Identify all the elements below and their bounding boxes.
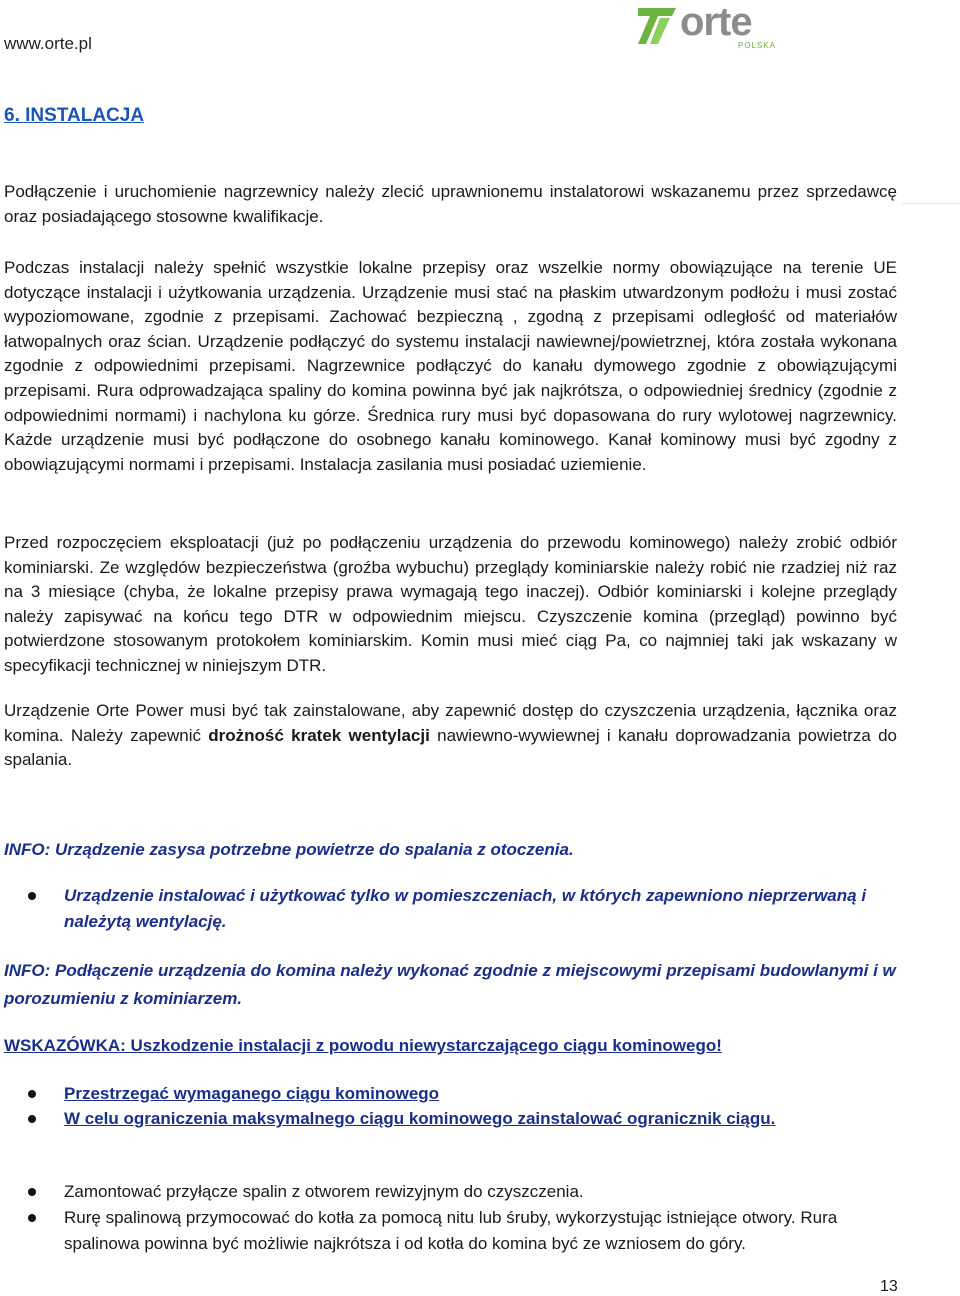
bullet-dot [28,1115,36,1123]
paragraph-1: Podłączenie i uruchomienie nagrzewnicy należy zlecić uprawnionemu instalatorowi wskazanemu przez sprzedawcę oraz posiadającego stosowne kwalifikacje. [4,182,897,226]
paragraph-4 [4,699,897,773]
bullet-dot [28,1090,36,1098]
paragraph-4-bold: drożność kratek wentylacji [208,725,430,745]
page-number: 13 [880,1278,898,1295]
ventilation-bullet-text: Urządzenie instalować i użytkować tylko w pomieszczeniach, w których zapewniono nieprzerwaną i należytą wentylację. [64,886,867,931]
warning-heading: WSKAZÓWKA: Uszkodzenie instalacji z powodu niewystarczającego ciągu kominowego! [4,1036,722,1055]
logo-word: orte [680,0,752,44]
paragraph-4-after: nawiewno-wywiewnej i kanału doprowadzania powietrza do spalania. [4,725,897,770]
warn-bullet-1-text: Przestrzegać wymaganego ciągu kominowego [64,1084,440,1103]
orte-logo-icon [636,4,684,48]
bullet-dot [28,1188,36,1196]
logo-sub: POLSKA [738,41,777,50]
bullet-dot [28,1214,36,1222]
info-air-intake: INFO: Urządzenie zasysa potrzebne powietrze do spalania z otoczenia. [4,840,574,859]
paragraph-3: Przed rozpoczęciem eksploatacji (już po podłączeniu urządzenia do przewodu kominowego) należy zrobić odbiór kominiarski. Ze względów bezpieczeństwa (groźba wybuchu) przeglądy kominiarskie należy robić nie rzadziej niż raz na 3 miesiące (chyba, że lokalne przepisy prawa wymagają tego inaczej). Odbiór kominiarski i kolejne przeglądy należy zapisywać na końcu tego DTR w odpowiednim miejscu. Czyszczenie komina (przegląd) powinno być potwierdzone stosowanym protokołem kominiarskim. Komin musi mieć ciąg Pa, co najmniej taki jak wskazany w specyfikacji technicznej w niniejszym DTR. [4,533,897,675]
paragraph-4-before: Urządzenie Orte Power musi być tak zainstalowane, aby zapewnić dostęp do czyszczenia urządzenia, łącznika oraz komina. Należy zapewnić [4,701,897,745]
orte-logo [636,2,786,52]
bullet-dot [28,892,36,900]
site-url: www.orte.pl [4,34,92,53]
paragraph-2 [4,256,897,477]
info-chimney-connection: INFO: Podłączenie urządzenia do komina należy wykonać zgodnie z miejscowymi przepisami budowlanymi i w porozumieniu z kominiarzem. [4,961,896,1008]
warn-bullet-2-text: W celu ograniczenia maksymalnego ciągu kominowego zainstalować ogranicznik ciągu. [64,1109,776,1128]
margin-divider [902,203,960,204]
paragraph-2-part-b: Zachować bezpieczną , zgodną z przepisami odległość od materiałów łatwopalnych oraz ścian. Urządzenie podłączyć do systemu instalacji nawiewnej/powietrznej, która została wykonana zgodnie z odpowiednimi przepisami. Nagrzewnice podłączyć do kanału dymowego zgodnie z obowiązującymi przepisami. Rura odprowadzająca spaliny do komina powinna być jak najkrótsza, o odpowiedniej średnicy (zgodnie z odpowiednimi normami) i nachylona ku górze. Średnica rury musi być dopasowana do rury wylotowej nagrzewnicy. Każde urządzenie musi być podłączone do osobnego kanału kominowego. Kanał kominowy musi być zgodny z obowiązującymi normami i przepisami. Instalacja zasilania musi posiadać uziemienie. [4,307,897,474]
final-bullet-2-text: Rurę spalinową przymocować do kotła za pomocą nitu lub śruby, wykorzystując istniejące otwory. Rura spalinowa powinna być możliwie najkrótsza i od kotła do komina być ze wzniosem do góry. [64,1208,838,1253]
final-bullet-1-text: Zamontować przyłącze spalin z otworem rewizyjnym do czyszczenia. [64,1182,584,1201]
section-title: 6. INSTALACJA [4,105,145,126]
paragraph-2-part-a: Podczas instalacji należy spełnić wszystkie lokalne przepisy oraz wszelkie normy obowiązujące na terenie UE dotyczące instalacji i użytkowania urządzenia. Urządzenie musi stać na płaskim utwardzonym podłożu i musi zostać wypoziomowane, zgodnie z przepisami. [4,258,897,327]
